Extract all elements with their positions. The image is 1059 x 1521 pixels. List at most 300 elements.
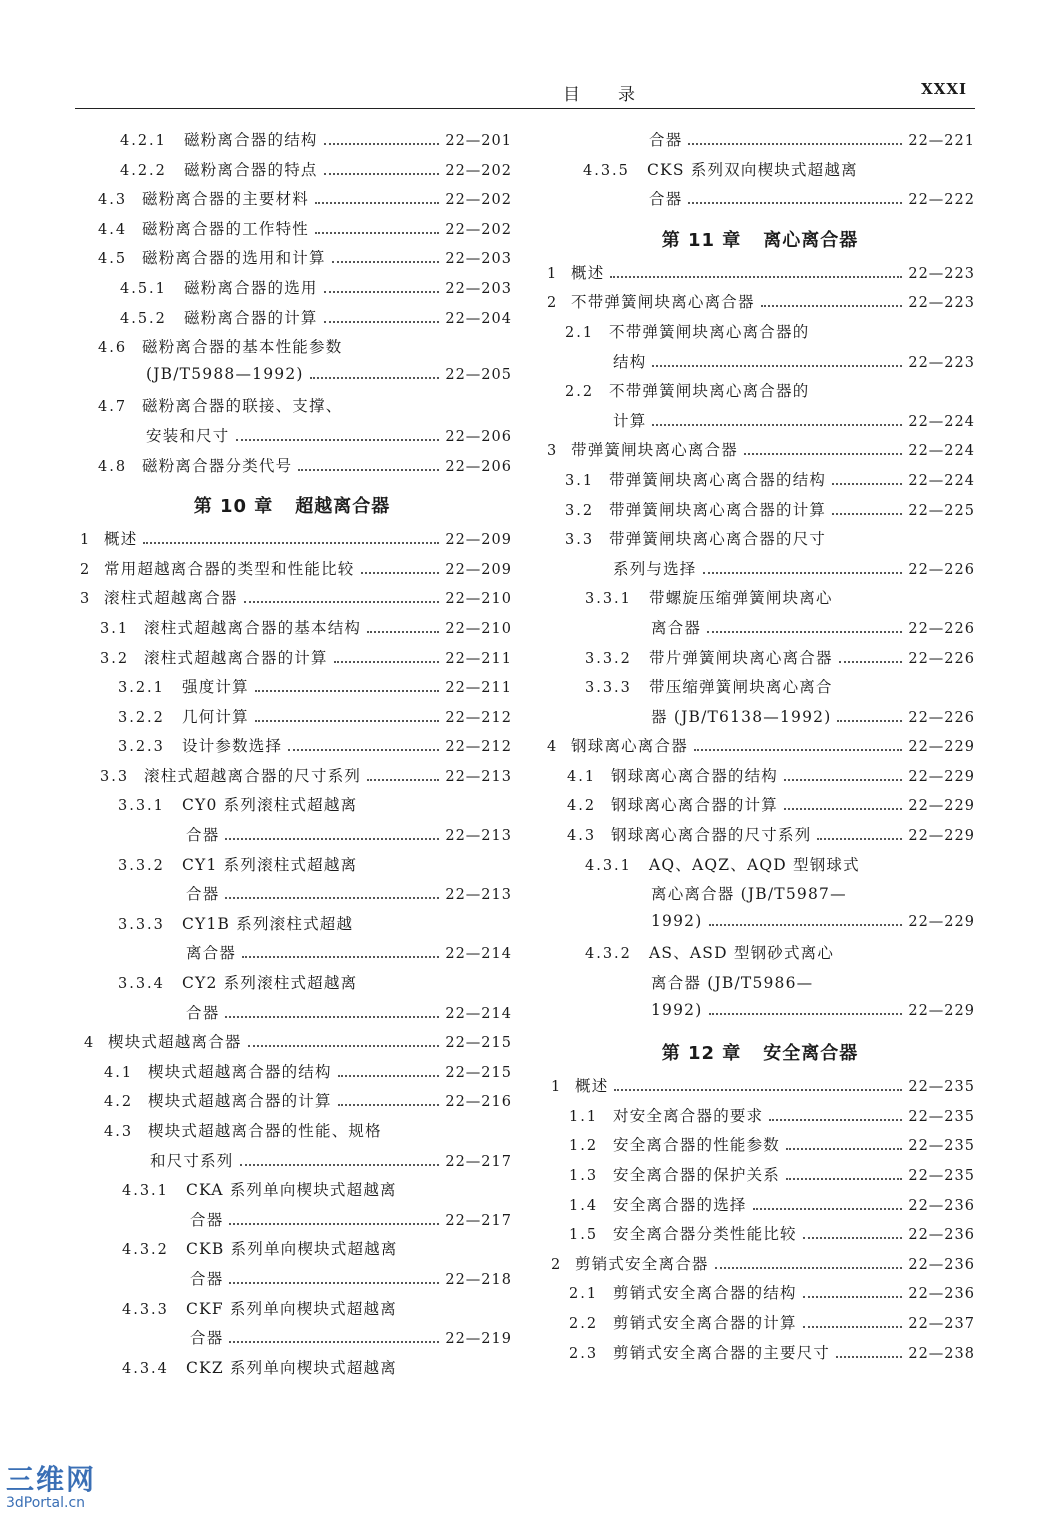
toc-entry[interactable] — [72, 454, 512, 484]
toc-entry[interactable] — [545, 498, 975, 528]
toc-number: 4.3.1 — [122, 1183, 169, 1200]
toc-title: 不带弹簧闸块离心离合器 — [571, 293, 755, 312]
toc-entry[interactable] — [545, 468, 975, 498]
page-header — [75, 78, 975, 109]
toc-title: 钢球离心离合器 — [571, 737, 688, 756]
toc-page-number: 22—229 — [908, 828, 975, 845]
toc-entry[interactable] — [545, 320, 975, 350]
leader-dots — [688, 142, 902, 145]
header-page-number: XXXI — [921, 80, 967, 98]
leader-dots — [707, 630, 902, 633]
toc-entry[interactable] — [72, 586, 512, 616]
toc-title: 设计参数选择 — [182, 737, 283, 756]
toc-entry[interactable] — [72, 1297, 512, 1327]
toc-title: 剪销式安全离合器的结构 — [613, 1284, 797, 1303]
toc-title: 钢球离心离合器的计算 — [611, 796, 779, 815]
toc-number: 1 — [80, 532, 92, 549]
toc-number: 4.6 — [98, 340, 128, 357]
toc-page-number: 22—229 — [908, 913, 975, 930]
toc-entry[interactable] — [72, 1060, 512, 1090]
toc-entry-continuation[interactable] — [72, 424, 512, 454]
toc-title: 滚柱式超越离合器 — [104, 589, 238, 608]
toc-entry[interactable] — [545, 379, 975, 409]
toc-title: 1992) — [651, 911, 703, 930]
toc-page-number: 22—204 — [445, 310, 512, 327]
toc-number: 4.5.2 — [120, 310, 167, 327]
toc-page-number: 22—209 — [445, 532, 512, 549]
toc-page-number: 22—235 — [908, 1168, 975, 1184]
toc-number: 3.1 — [565, 472, 595, 489]
toc-title: 离合器 — [651, 618, 702, 637]
toc-page-number: 22—214 — [445, 946, 512, 963]
toc-number: 4.2.1 — [120, 133, 167, 149]
toc-entry[interactable] — [545, 941, 975, 971]
leader-dots — [338, 1074, 440, 1077]
toc-title: 1992) — [651, 1000, 703, 1019]
toc-number: 2.3 — [569, 1345, 599, 1362]
leader-dots — [367, 630, 439, 633]
toc-entry-continuation[interactable] — [72, 882, 512, 912]
toc-title: 对安全离合器的要求 — [613, 1106, 764, 1125]
toc-title: 磁粉离合器的基本性能参数 — [142, 338, 343, 357]
toc-entry-continuation[interactable] — [72, 1208, 512, 1238]
toc-entry[interactable] — [72, 187, 512, 217]
toc-entry[interactable] — [72, 853, 512, 883]
toc-page-number: 22—226 — [908, 620, 975, 637]
toc-number: 4.8 — [98, 458, 128, 475]
toc-title: 离心离合器 (JB/T5987— — [651, 885, 847, 904]
leader-dots — [310, 376, 440, 379]
leader-dots — [803, 1325, 903, 1328]
toc-left-column — [72, 128, 512, 1385]
toc-title: 合器 — [186, 1003, 220, 1022]
toc-title: 带压缩弹簧闸块离心离合 — [649, 678, 833, 697]
toc-page-number: 22—236 — [908, 1256, 975, 1273]
toc-title: 概述 — [575, 1077, 609, 1096]
toc-entry-continuation[interactable] — [72, 1001, 512, 1031]
toc-number: 1.3 — [569, 1168, 599, 1184]
toc-entry[interactable] — [72, 128, 512, 158]
toc-entry[interactable] — [545, 734, 975, 764]
toc-entry[interactable] — [545, 527, 975, 557]
toc-title: 带弹簧闸块离心离合器的计算 — [609, 500, 827, 519]
toc-page-number: 22—213 — [445, 887, 512, 904]
toc-page-number: 22—229 — [908, 739, 975, 756]
toc-page-number: 22—235 — [908, 1138, 975, 1155]
leader-dots — [832, 512, 902, 515]
toc-title: 磁粉离合器的选用 — [184, 278, 318, 297]
toc-entry[interactable] — [545, 438, 975, 468]
toc-entry[interactable] — [72, 705, 512, 735]
toc-title: 器 (JB/T6138—1992) — [651, 707, 832, 726]
toc-page-number: 22—224 — [908, 413, 975, 430]
toc-title: 滚柱式超越离合器的尺寸系列 — [144, 766, 362, 785]
toc-page-number: 22—226 — [908, 561, 975, 578]
toc-page-number: 22—236 — [908, 1227, 975, 1244]
toc-entry[interactable] — [545, 1252, 975, 1282]
toc-page-number: 22—210 — [445, 620, 512, 637]
leader-dots — [610, 275, 902, 278]
toc-entry[interactable] — [545, 1311, 975, 1341]
toc-title: 几何计算 — [182, 707, 249, 726]
toc-entry-continuation[interactable] — [545, 409, 975, 439]
toc-title: 带弹簧闸块离心离合器 — [571, 441, 739, 460]
toc-entry[interactable] — [72, 764, 512, 794]
chapter-label: 第 11 章 — [661, 229, 742, 251]
toc-entry[interactable] — [545, 1222, 975, 1252]
toc-entry[interactable] — [72, 246, 512, 276]
toc-number: 4.1 — [567, 768, 597, 785]
leader-dots — [786, 1147, 902, 1150]
leader-dots — [744, 452, 902, 455]
toc-entry-continuation[interactable] — [545, 616, 975, 646]
leader-dots — [236, 438, 440, 441]
chapter-label: 第 10 章 — [193, 496, 274, 518]
toc-title: 剪销式安全离合器 — [575, 1254, 709, 1273]
toc-title: 磁粉离合器的结构 — [184, 131, 318, 149]
leader-dots — [832, 482, 902, 485]
toc-number: 3 — [80, 591, 92, 608]
toc-title: 安全离合器的保护关系 — [613, 1166, 781, 1184]
toc-page-number: 22—235 — [908, 1079, 975, 1096]
toc-title: 楔块式超越离合器 — [108, 1033, 242, 1052]
toc-page-number: 22—237 — [908, 1315, 975, 1332]
leader-dots — [255, 689, 440, 692]
toc-entry[interactable] — [72, 1030, 512, 1060]
toc-number: 4.2 — [567, 798, 597, 815]
leader-dots — [324, 290, 440, 293]
toc-title: 系列与选择 — [613, 559, 697, 578]
toc-title: 合器 — [186, 826, 220, 845]
toc-page-number: 22—205 — [445, 366, 512, 383]
toc-number: 4.2 — [104, 1094, 134, 1111]
chapter-heading — [72, 483, 512, 527]
toc-entry[interactable] — [72, 217, 512, 247]
toc-entry-continuation[interactable] — [545, 128, 975, 158]
toc-entry-continuation[interactable] — [545, 350, 975, 380]
leader-dots — [315, 201, 439, 204]
toc-entry[interactable] — [72, 527, 512, 557]
toc-entry[interactable] — [72, 306, 512, 336]
toc-title: 磁粉离合器分类代号 — [142, 456, 293, 475]
toc-right-column — [545, 128, 975, 1370]
toc-number: 4.2.2 — [120, 162, 167, 179]
toc-number: 4.5 — [98, 251, 128, 268]
toc-number: 3.3.1 — [585, 591, 632, 608]
toc-page-number: 22—236 — [908, 1286, 975, 1303]
toc-entry[interactable] — [545, 1163, 975, 1193]
toc-page-number: 22—223 — [908, 354, 975, 371]
toc-number: 4.3.1 — [585, 857, 632, 874]
watermark-top: 三维网 — [6, 1463, 97, 1496]
toc-entry[interactable] — [545, 158, 975, 188]
toc-page-number: 22—215 — [445, 1064, 512, 1081]
toc-title: 安装和尺寸 — [146, 426, 230, 445]
leader-dots — [338, 1103, 440, 1106]
toc-number: 4.3.2 — [585, 946, 632, 963]
toc-entry[interactable] — [72, 276, 512, 306]
toc-page-number: 22—212 — [445, 709, 512, 726]
toc-number: 3.3 — [565, 532, 595, 549]
toc-page-number: 22—226 — [908, 650, 975, 667]
leader-dots — [242, 955, 439, 958]
header-title-left: 目 — [563, 85, 582, 105]
toc-number: 4.1 — [104, 1064, 134, 1081]
toc-title: 滚柱式超越离合器的基本结构 — [144, 618, 362, 637]
leader-dots — [288, 748, 439, 751]
toc-title: CY2 系列滚柱式超越离 — [182, 974, 358, 993]
toc-number: 4.3.5 — [583, 162, 630, 179]
toc-number: 1 — [551, 1079, 563, 1096]
leader-dots — [688, 201, 902, 204]
toc-title: (JB/T5988—1992) — [146, 364, 304, 383]
leader-dots — [761, 304, 903, 307]
toc-number: 2 — [551, 1256, 563, 1273]
toc-title: 钢球离心离合器的结构 — [611, 766, 779, 785]
toc-number: 3.3.2 — [118, 857, 165, 874]
toc-page-number: 22—202 — [445, 162, 512, 179]
toc-entry[interactable] — [72, 1178, 512, 1208]
toc-entry[interactable] — [72, 1356, 512, 1386]
leader-dots — [255, 719, 440, 722]
toc-page-number: 22—223 — [908, 265, 975, 282]
toc-entry-continuation[interactable] — [545, 882, 975, 912]
chapter-title: 安全离合器 — [763, 1043, 859, 1065]
toc-entry[interactable] — [72, 394, 512, 424]
leader-dots — [229, 1281, 439, 1284]
leader-dots — [332, 260, 440, 263]
watermark-logo — [6, 1465, 96, 1511]
toc-entry-continuation[interactable] — [72, 823, 512, 853]
toc-entry-continuation[interactable] — [545, 557, 975, 587]
toc-title: 滚柱式超越离合器的计算 — [144, 648, 328, 667]
toc-title: 常用超越离合器的类型和性能比较 — [104, 559, 355, 578]
toc-entry[interactable] — [545, 1341, 975, 1371]
leader-dots — [709, 1012, 903, 1015]
toc-page-number: 22—215 — [445, 1035, 512, 1052]
leader-dots — [839, 660, 903, 663]
leader-dots — [324, 320, 440, 323]
toc-number: 2.1 — [569, 1286, 599, 1303]
toc-entry[interactable] — [72, 912, 512, 942]
toc-entry[interactable] — [72, 557, 512, 587]
toc-number: 3.2 — [565, 502, 595, 519]
toc-number: 4.3 — [567, 828, 597, 845]
leader-dots — [817, 837, 902, 840]
toc-page-number: 22—226 — [908, 709, 975, 726]
toc-page-number: 22—238 — [908, 1345, 975, 1362]
toc-page-number: 22—213 — [445, 768, 512, 785]
toc-entry[interactable] — [72, 675, 512, 705]
leader-dots — [225, 1015, 439, 1018]
toc-page-number: 22—214 — [445, 1005, 512, 1022]
toc-title: 安全离合器分类性能比较 — [613, 1225, 797, 1244]
toc-entry[interactable] — [545, 1104, 975, 1134]
leader-dots — [803, 1236, 903, 1239]
toc-entry[interactable] — [545, 1133, 975, 1163]
toc-entry[interactable] — [72, 971, 512, 1001]
toc-number: 4.4 — [98, 221, 128, 238]
leader-dots — [836, 1355, 902, 1358]
leader-dots — [324, 142, 440, 145]
toc-title: CKF 系列单向楔块式超越离 — [186, 1299, 397, 1318]
chapter-heading — [545, 217, 975, 261]
toc-number: 4.3.3 — [122, 1301, 169, 1318]
toc-title: 概述 — [104, 530, 138, 549]
toc-title: 磁粉离合器的计算 — [184, 308, 318, 327]
toc-page-number: 22—202 — [445, 221, 512, 238]
toc-title: 合器 — [190, 1210, 224, 1229]
leader-dots — [786, 1177, 902, 1180]
toc-title: 楔块式超越离合器的结构 — [148, 1062, 332, 1081]
leader-dots — [229, 1340, 439, 1343]
toc-entry[interactable] — [72, 158, 512, 188]
leader-dots — [614, 1088, 902, 1091]
toc-page-number: 22—221 — [908, 133, 975, 149]
toc-number: 3.3.2 — [585, 650, 632, 667]
toc-number: 2.1 — [565, 324, 595, 341]
toc-title: 合器 — [190, 1269, 224, 1288]
toc-number: 3.3.1 — [118, 798, 165, 815]
leader-dots — [315, 231, 439, 234]
toc-page-number: 22—203 — [445, 251, 512, 268]
toc-entry[interactable] — [545, 261, 975, 291]
watermark-bottom: 3dPortal.cn — [6, 1495, 86, 1511]
toc-page-number: 22—206 — [445, 458, 512, 475]
toc-title: 离合器 (JB/T5986— — [651, 974, 814, 993]
toc-page-number: 22—217 — [445, 1153, 512, 1170]
toc-title: 安全离合器的性能参数 — [613, 1136, 781, 1155]
toc-title: 楔块式超越离合器的计算 — [148, 1092, 332, 1111]
toc-entry[interactable] — [545, 290, 975, 320]
toc-entry[interactable] — [545, 823, 975, 853]
toc-page-number: 22—212 — [445, 739, 512, 756]
toc-title: 计算 — [613, 411, 647, 430]
leader-dots — [694, 748, 902, 751]
toc-entry[interactable] — [545, 646, 975, 676]
leader-dots — [248, 1044, 440, 1047]
toc-title: CKB 系列单向楔块式超越离 — [186, 1240, 398, 1259]
leader-dots — [361, 571, 440, 574]
toc-entry[interactable] — [545, 764, 975, 794]
toc-entry-continuation[interactable] — [545, 1001, 975, 1031]
toc-number: 3 — [547, 443, 559, 460]
toc-number: 4 — [84, 1035, 96, 1052]
leader-dots — [753, 1207, 903, 1210]
toc-entry[interactable] — [545, 586, 975, 616]
toc-entry-continuation[interactable] — [545, 971, 975, 1001]
toc-entry-continuation[interactable] — [545, 912, 975, 942]
leader-dots — [652, 423, 902, 426]
toc-title: AS、ASD 型钢砂式离心 — [649, 944, 835, 963]
toc-page-number: 22—219 — [445, 1331, 512, 1348]
leader-dots — [709, 923, 903, 926]
toc-title: 带片弹簧闸块离心离合器 — [649, 648, 833, 667]
toc-title: 合器 — [186, 885, 220, 904]
toc-entry-continuation[interactable] — [72, 1267, 512, 1297]
toc-title: CKA 系列单向楔块式超越离 — [186, 1181, 397, 1200]
toc-number: 2.2 — [569, 1315, 599, 1332]
toc-number: 3.3.3 — [585, 680, 632, 697]
toc-entry[interactable] — [545, 1281, 975, 1311]
toc-entry[interactable] — [72, 1089, 512, 1119]
toc-entry[interactable] — [72, 616, 512, 646]
toc-title: 结构 — [613, 352, 647, 371]
toc-number: 2 — [547, 295, 559, 312]
toc-title: 带螺旋压缩弹簧闸块离心 — [649, 589, 833, 608]
leader-dots — [334, 660, 440, 663]
toc-number: 3.3.4 — [118, 976, 165, 993]
toc-title: 带弹簧闸块离心离合器的尺寸 — [609, 530, 827, 549]
toc-page-number: 22—213 — [445, 828, 512, 845]
toc-entry-continuation[interactable] — [545, 705, 975, 735]
toc-number: 1.4 — [569, 1197, 599, 1214]
toc-number: 1 — [547, 265, 559, 282]
toc-number: 3.2.1 — [118, 680, 165, 697]
toc-entry[interactable] — [545, 1193, 975, 1223]
toc-number: 4.3.4 — [122, 1360, 169, 1377]
toc-entry[interactable] — [545, 853, 975, 883]
chapter-heading — [545, 1030, 975, 1074]
leader-dots — [240, 1163, 440, 1166]
toc-entry-continuation[interactable] — [72, 365, 512, 395]
toc-page-number: 22—210 — [445, 591, 512, 608]
toc-title: 磁粉离合器的工作特性 — [142, 219, 310, 238]
toc-page-number: 22—235 — [908, 1108, 975, 1125]
toc-entry[interactable] — [72, 793, 512, 823]
leader-dots — [229, 1222, 439, 1225]
toc-number: 3.1 — [100, 620, 130, 637]
toc-number: 3.3 — [100, 768, 130, 785]
toc-page-number: 22—218 — [445, 1271, 512, 1288]
toc-title: 磁粉离合器的特点 — [184, 160, 318, 179]
toc-page-number: 22—224 — [908, 443, 975, 460]
toc-title: 剪销式安全离合器的主要尺寸 — [613, 1343, 831, 1362]
leader-dots — [225, 896, 439, 899]
toc-entry-continuation[interactable] — [72, 941, 512, 971]
toc-entry[interactable] — [545, 1074, 975, 1104]
toc-number: 2 — [80, 561, 92, 578]
toc-title: CY1B 系列滚柱式超越 — [182, 914, 354, 933]
toc-title: 合器 — [190, 1329, 224, 1348]
toc-title: 和尺寸系列 — [150, 1151, 234, 1170]
toc-entry-continuation[interactable] — [72, 1149, 512, 1179]
toc-entry[interactable] — [72, 1237, 512, 1267]
toc-title: AQ、AQZ、AQD 型钢球式 — [649, 855, 860, 874]
toc-entry[interactable] — [72, 646, 512, 676]
toc-entry-continuation[interactable] — [72, 1326, 512, 1356]
leader-dots — [367, 778, 439, 781]
toc-title: 带弹簧闸块离心离合器的结构 — [609, 470, 827, 489]
toc-page-number: 22—211 — [445, 680, 512, 697]
toc-entry[interactable] — [72, 335, 512, 365]
toc-title: CY1 系列滚柱式超越离 — [182, 855, 358, 874]
toc-entry[interactable] — [545, 675, 975, 705]
toc-number: 4.3 — [98, 192, 128, 209]
toc-title: CKS 系列双向楔块式超越离 — [647, 160, 858, 179]
leader-dots — [225, 837, 439, 840]
toc-entry[interactable] — [72, 734, 512, 764]
toc-page-number: 22—224 — [908, 472, 975, 489]
toc-entry[interactable] — [545, 793, 975, 823]
toc-number: 3.3.3 — [118, 916, 165, 933]
toc-title: CKZ 系列单向楔块式超越离 — [186, 1358, 397, 1377]
toc-page-number: 22—223 — [908, 295, 975, 312]
toc-number: 1.5 — [569, 1227, 599, 1244]
toc-entry-continuation[interactable] — [545, 187, 975, 217]
toc-entry[interactable] — [72, 1119, 512, 1149]
toc-number: 3.2 — [100, 650, 130, 667]
